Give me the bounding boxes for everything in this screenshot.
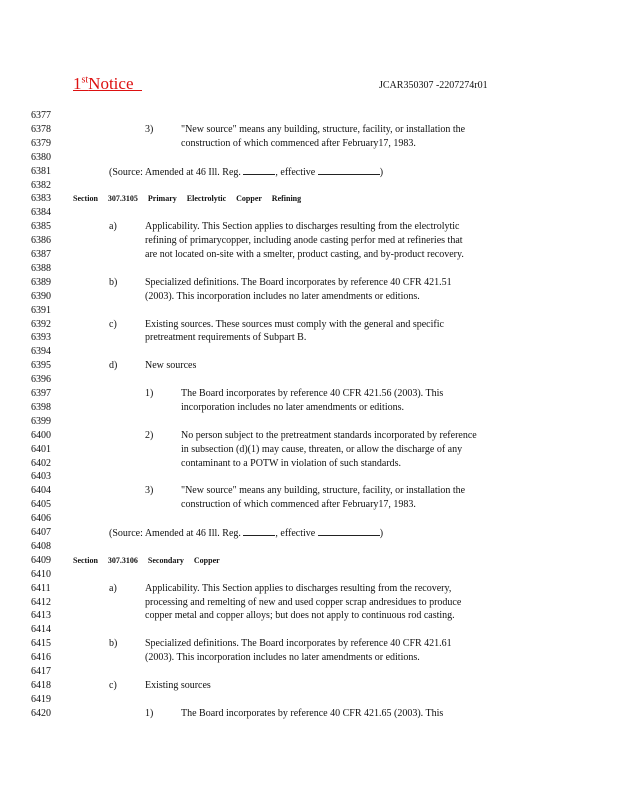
line-text: (Source: Amended at 46 Ill. Reg. , effective ) xyxy=(109,528,384,539)
line-number: 6380 xyxy=(31,151,51,163)
line-number: 6405 xyxy=(31,499,51,511)
line-text: Specialized definitions. The Board incorporates by reference 40 CFR 421.51 xyxy=(145,276,452,288)
line-text: (2003). This incorporation includes no later amendments or editions. xyxy=(145,652,420,664)
line-text: contaminant to a POTW in violation of such standards. xyxy=(181,457,402,469)
document-line xyxy=(0,582,618,596)
document-line xyxy=(0,220,618,234)
document-line xyxy=(0,693,618,707)
document-line xyxy=(0,331,618,345)
document-line xyxy=(0,109,618,123)
document-line xyxy=(0,192,618,206)
list-marker: b) xyxy=(109,638,118,650)
line-number: 6414 xyxy=(31,624,51,636)
notice-ordinal: st xyxy=(81,74,89,86)
notice-title xyxy=(73,74,142,94)
document-line xyxy=(0,290,618,304)
notice-number: 1 xyxy=(73,74,82,93)
line-number: 6418 xyxy=(31,679,51,691)
line-text: incorporation includes no later amendments or editions. xyxy=(181,401,404,413)
line-number: 6399 xyxy=(31,415,51,427)
document-line xyxy=(0,248,618,262)
line-text: copper metal and copper alloys; but does not apply to continuous rod casting. xyxy=(145,610,455,622)
line-text: No person subject to the pretreatment standards incorporated by reference xyxy=(181,429,477,441)
document-code: JCAR350307 -2207274r01 xyxy=(379,80,488,91)
line-number: 6417 xyxy=(31,666,51,677)
document-line xyxy=(0,415,618,429)
line-text: New sources xyxy=(145,360,197,372)
line-number: 6407 xyxy=(31,527,51,538)
document-line xyxy=(0,609,618,623)
list-marker: c) xyxy=(109,318,117,330)
line-number: 6393 xyxy=(31,332,51,344)
line-text: The Board incorporates by reference 40 CFR 421.65 (2003). This xyxy=(181,707,444,719)
effective-date-blank xyxy=(318,165,380,175)
document-line xyxy=(0,206,618,220)
document-line xyxy=(0,304,618,318)
document-line xyxy=(0,679,618,693)
line-number: 6388 xyxy=(31,262,51,274)
document-line xyxy=(0,443,618,457)
document-line xyxy=(0,401,618,415)
line-number: 6400 xyxy=(31,429,51,441)
line-number: 6420 xyxy=(31,707,51,719)
document-line xyxy=(0,165,618,179)
line-number: 6379 xyxy=(31,137,51,149)
document-line xyxy=(0,179,618,193)
line-text: are not located on-site with a smelter, product casting, and by-product recovery. xyxy=(145,249,464,260)
list-marker: d) xyxy=(109,360,118,372)
line-number: 6404 xyxy=(31,485,51,497)
notice-word: Notice xyxy=(88,74,134,93)
line-number: 6412 xyxy=(31,596,51,608)
document-line xyxy=(0,262,618,276)
document-line xyxy=(0,596,618,610)
document-line xyxy=(0,137,618,151)
line-text: pretreatment requirements of Subpart B. xyxy=(145,332,307,344)
list-marker: 3) xyxy=(145,485,154,497)
list-marker: a) xyxy=(109,221,117,233)
list-marker: 1) xyxy=(145,388,154,399)
line-number: 6385 xyxy=(31,221,51,233)
line-text: "New source" means any building, structure, facility, or installation the xyxy=(181,123,466,135)
line-number: 6397 xyxy=(31,388,51,399)
line-number: 6392 xyxy=(31,318,51,330)
document-line xyxy=(0,470,618,484)
line-number: 6386 xyxy=(31,235,51,247)
line-text: refining of primarycopper, including anode casting perfor med at refineries that xyxy=(145,235,463,247)
document-line xyxy=(0,234,618,248)
line-number: 6383 xyxy=(31,193,51,205)
document-line xyxy=(0,123,618,137)
line-number: 6413 xyxy=(31,610,51,622)
line-text: Applicability. This Section applies to discharges resulting from the electrolytic xyxy=(145,221,460,233)
effective-date-blank xyxy=(318,526,380,536)
register-blank xyxy=(243,165,275,175)
line-text: (Source: Amended at 46 Ill. Reg. , effective ) xyxy=(109,166,384,178)
line-number: 6381 xyxy=(31,165,51,177)
line-text: (2003). This incorporation includes no later amendments or editions. xyxy=(145,290,420,302)
list-marker: 2) xyxy=(145,429,154,441)
list-marker: 1) xyxy=(145,707,154,719)
line-number: 6416 xyxy=(31,652,51,664)
line-number: 6390 xyxy=(31,290,51,302)
line-text: processing and remelting of new and used copper scrap andresidues to produce xyxy=(145,596,462,608)
line-number: 6396 xyxy=(31,374,51,386)
line-number: 6411 xyxy=(31,582,51,594)
document-line xyxy=(0,498,618,512)
document-line xyxy=(0,359,618,373)
line-number: 6409 xyxy=(31,554,51,566)
line-number: 6408 xyxy=(31,540,51,552)
document-line xyxy=(0,623,618,637)
line-number: 6394 xyxy=(31,346,51,358)
line-number: 6415 xyxy=(31,638,51,650)
list-marker: c) xyxy=(109,679,117,691)
section-heading: Section 307.3105 Primary Electrolytic Copper Refining xyxy=(73,194,302,204)
document-line xyxy=(0,554,618,568)
line-number: 6377 xyxy=(31,110,51,121)
line-number: 6382 xyxy=(31,179,51,191)
line-number: 6395 xyxy=(31,360,51,372)
line-text: construction of which commenced after February17, 1983. xyxy=(181,499,416,511)
document-line xyxy=(0,276,618,290)
document-line xyxy=(0,512,618,526)
line-text: Existing sources xyxy=(145,679,211,691)
document-line xyxy=(0,651,618,665)
line-number: 6402 xyxy=(31,457,51,469)
document-line xyxy=(0,637,618,651)
document-line xyxy=(0,151,618,165)
line-number: 6391 xyxy=(31,304,51,316)
document-line xyxy=(0,526,618,540)
line-text: Existing sources. These sources must comply with the general and specific xyxy=(145,318,444,330)
document-line xyxy=(0,707,618,721)
list-marker: a) xyxy=(109,582,117,594)
line-number: 6387 xyxy=(31,249,51,260)
line-number: 6378 xyxy=(31,123,51,135)
line-number: 6419 xyxy=(31,693,51,705)
document-line xyxy=(0,429,618,443)
line-number: 6384 xyxy=(31,207,51,219)
register-blank xyxy=(243,526,275,536)
line-number: 6410 xyxy=(31,568,51,580)
document-line xyxy=(0,373,618,387)
document-line xyxy=(0,665,618,679)
document-line xyxy=(0,387,618,401)
document-line xyxy=(0,318,618,332)
line-number: 6398 xyxy=(31,401,51,413)
line-text: Applicability. This Section applies to discharges resulting from the recovery, xyxy=(145,582,452,594)
list-marker: 3) xyxy=(145,123,154,135)
line-number: 6403 xyxy=(31,471,51,483)
document-line xyxy=(0,457,618,471)
line-text: construction of which commenced after February17, 1983. xyxy=(181,137,416,149)
line-text: "New source" means any building, structure, facility, or installation the xyxy=(181,485,466,497)
line-number: 6389 xyxy=(31,276,51,288)
document-line xyxy=(0,568,618,582)
line-number: 6401 xyxy=(31,443,51,455)
document-line xyxy=(0,540,618,554)
line-text: Specialized definitions. The Board incorporates by reference 40 CFR 421.61 xyxy=(145,638,452,650)
list-marker: b) xyxy=(109,276,118,288)
section-heading: Section 307.3106 Secondary Copper xyxy=(73,555,220,565)
document-line xyxy=(0,345,618,359)
line-text: in subsection (d)(1) may cause, threaten, or allow the discharge of any xyxy=(181,443,463,455)
document-line xyxy=(0,484,618,498)
line-text: The Board incorporates by reference 40 CFR 421.56 (2003). This xyxy=(181,388,444,399)
line-number: 6406 xyxy=(31,513,51,525)
